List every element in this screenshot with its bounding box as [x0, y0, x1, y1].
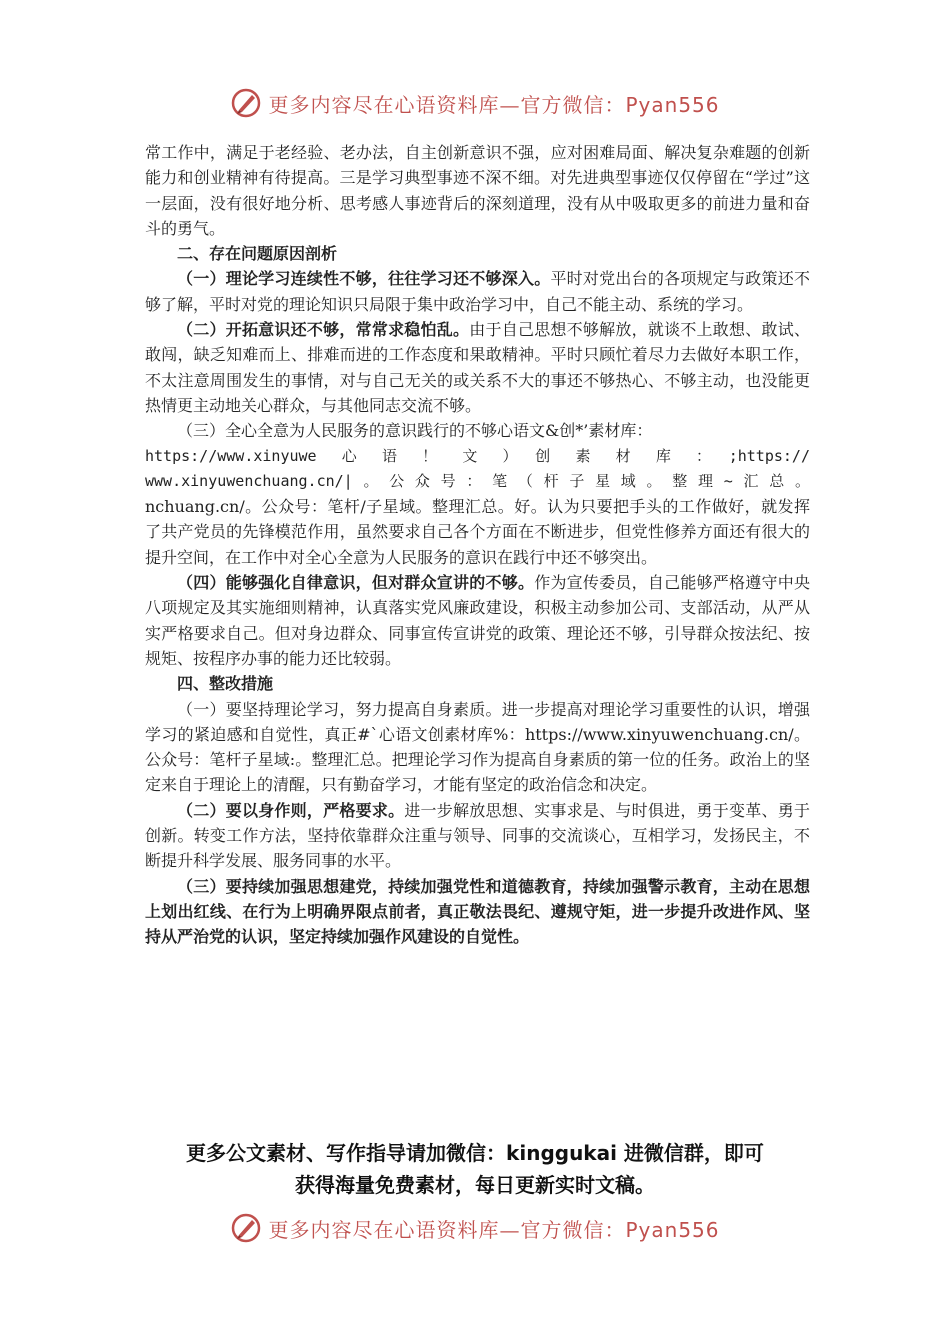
- pen-logo-icon: [230, 1212, 262, 1244]
- pen-logo-icon: [230, 87, 262, 119]
- banner-wechat-id: Pyan556: [625, 92, 720, 117]
- section-heading: 四、整改措施: [177, 674, 274, 694]
- footer-note: [130, 1137, 820, 1201]
- footer-line: 更多公文素材、写作指导请加微信：kinggukai 进微信群，即可: [186, 1141, 764, 1165]
- paragraph: （四）能够强化自律意识，但对群众宣讲的不够。作为宣传委员，自己能够严格遵守中央八项规定及其实施细则精神，认真落实党风廉政建设，积极主动参加公司、支部活动，从严从实严格要求自己。但对身边群众、同事宣传宣讲党的政策、理论还不够，引导群众按法纪、按规矩、按程序办事的能力还比较弱。: [145, 573, 810, 668]
- paragraph: （一）要坚持理论学习，努力提高自身素质。进一步提高对理论学习重要性的认识，增强学习的紧迫感和自觉性，真正#`心语文创素材库%：https://www.xinyuwenchuang.cn/。公众号：笔杆子星域:。整理汇总。把理论学习作为提高自身素质的第一位的任务。政治上的坚定来自于理论上的清醒，只有勤奋学习，才能有坚定的政治信念和决定。: [145, 699, 810, 795]
- paragraph-line: https://www.xinyuwe 心 语 ！ 文 ） 创 素 材 库 ： ;https://: [145, 446, 810, 465]
- paragraph: （二）要以身作则，严格要求。进一步解放思想、实事求是、与时俱进，勇于变革、勇于创新。转变工作方法，坚持依靠群众注重与领导、同事的交流谈心，互相学习，发扬民主，不断提升科学发展、服务同事的水平。: [145, 800, 810, 871]
- paragraph-line: www.xinyuwenchuang.cn/|。公众号：笔（杆子星域。整理~汇总。: [145, 471, 810, 490]
- banner-text: 更多内容尽在心语资料库—官方微信：: [268, 1217, 626, 1242]
- paragraph: （三）要持续加强思想建党，持续加强党性和道德教育，持续加强警示教育，主动在思想上划出红线、在行为上明确界限点前者，真正敬法畏纪、遵规守矩，进一步提升改进作风、坚持从严治党的认识，坚定持续加强作风建设的自觉性。: [145, 876, 810, 947]
- subheading: （二）开拓意识还不够，常常求稳怕乱。: [177, 320, 470, 340]
- paragraph: nchuang.cn/。公众号：笔杆/子星域。整理汇总。好。认为只要把手头的工作做好，就发挥了共产党员的先锋模范作用，虽然要求自己各个方面在不断进步，但党性修养方面还有很大的提升空间，在工作中对全心全意为人民服务的意识在践行中还不够突出。: [145, 497, 810, 567]
- footer-banner: [0, 1203, 950, 1253]
- banner-wechat-id: Pyan556: [625, 1217, 720, 1242]
- banner-text: 更多内容尽在心语资料库—官方微信：: [268, 92, 626, 117]
- paragraph: （二）开拓意识还不够，常常求稳怕乱。由于自己思想不够解放，就谈不上敢想、敢试、敢闯，缺乏知难而上、排难而进的工作态度和果敢精神。平时只顾忙着尽力去做好本职工作，不太注意周围发生的事情，对与自己无关的或关系不大的事还不够热心、不够主动，也没能更热情更主动地关心群众，与其他同志交流不够。: [145, 320, 810, 415]
- subheading: （二）要以身作则，严格要求。: [177, 800, 405, 820]
- subheading: （四）能够强化自律意识，但对群众宣讲的不够。: [177, 573, 535, 593]
- header-banner: [0, 78, 950, 128]
- paragraph: （一）理论学习连续性不够，往往学习还不够深入。平时对党出台的各项规定与政策还不够了解，平时对党的理论知识只局限于集中政治学习中，自己不能主动、系统的学习。: [145, 269, 810, 314]
- subheading: （一）理论学习连续性不够，往往学习还不够深入。: [177, 269, 551, 289]
- document-body: [145, 140, 810, 950]
- paragraph-line: （三）全心全意为人民服务的意识践行的不够心语文&创*’素材库：: [177, 421, 653, 441]
- footer-line: 获得海量免费素材，每日更新实时文稿。: [295, 1173, 655, 1197]
- paragraph: 常工作中，满足于老经验、老办法，自主创新意识不强，应对困难局面、解决复杂难题的创新能力和创业精神有待提高。三是学习典型事迹不深不细。对先进典型事迹仅仅停留在“学过”这一层面，没有很好地分析、思考感人事迹背后的深刻道理，没有从中吸取更多的前进力量和奋斗的勇气。: [145, 143, 810, 238]
- section-heading: 二、存在问题原因剖析: [177, 244, 338, 264]
